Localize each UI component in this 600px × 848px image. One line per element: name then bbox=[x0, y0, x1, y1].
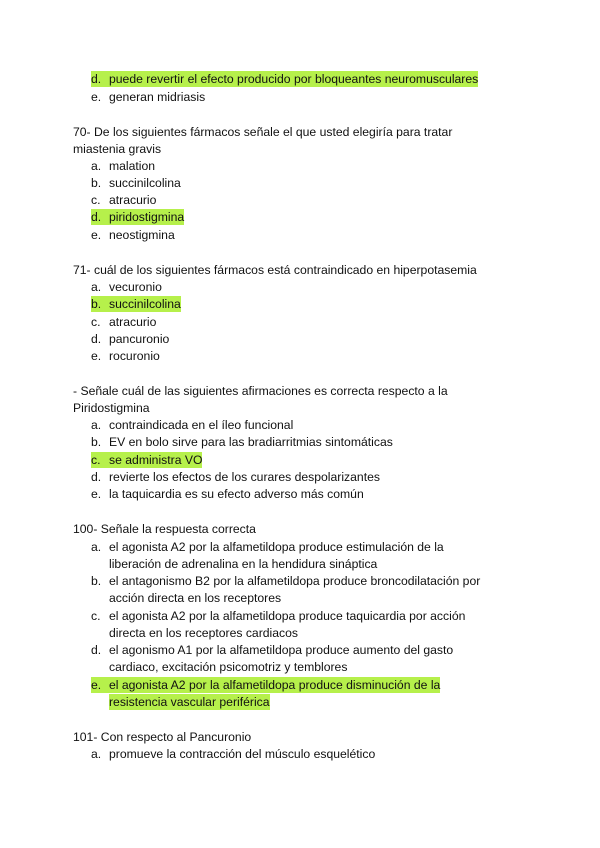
question-70-stem-line-1: 70- De los siguientes fármacos señale el que usted elegiría para tratar bbox=[73, 125, 453, 139]
q100-option-d-line-1 bbox=[91, 642, 453, 658]
question-100-stem: 100- Señale la respuesta correcta bbox=[73, 522, 256, 536]
option-text: el agonismo A1 por la alfametildopa produce aumento del gasto bbox=[109, 643, 454, 657]
option-letter: b. bbox=[91, 297, 102, 311]
option-letter: e. bbox=[91, 90, 102, 104]
option-text: neostigmina bbox=[109, 228, 175, 242]
option-letter: d. bbox=[91, 72, 102, 86]
question-piridostigmina-stem-line-1: - Señale cuál de las siguientes afirmaciones es correcta respecto a la bbox=[73, 384, 448, 398]
option-e-prev bbox=[91, 89, 205, 105]
option-letter: c. bbox=[91, 609, 101, 623]
option-letter: b. bbox=[91, 176, 102, 190]
q70-option-c bbox=[91, 192, 156, 208]
option-text: piridostigmina bbox=[109, 210, 185, 224]
q101-option-a bbox=[91, 746, 375, 762]
option-text: se administra VO bbox=[109, 453, 203, 467]
option-letter: e. bbox=[91, 228, 102, 242]
option-text: pancuronio bbox=[109, 332, 170, 346]
question-101-stem: 101- Con respecto al Pancuronio bbox=[73, 730, 252, 744]
q70-option-d bbox=[91, 209, 184, 225]
option-text: rocuronio bbox=[109, 349, 160, 363]
q100-option-e-line-2: resistencia vascular periférica bbox=[109, 695, 270, 709]
option-letter: a. bbox=[91, 280, 102, 294]
option-text: revierte los efectos de los curares despolarizantes bbox=[109, 470, 380, 484]
option-text: el agonista A2 por la alfametildopa produce estimulación de la bbox=[109, 540, 444, 554]
option-text: el agonista A2 por la alfametildopa produce taquicardia por acción bbox=[109, 609, 466, 623]
q100-option-b-line-1 bbox=[91, 573, 480, 589]
option-letter: e. bbox=[91, 349, 102, 363]
option-text: succinilcolina bbox=[109, 176, 181, 190]
option-text: el antagonismo B2 por la alfametildopa produce broncodilatación por bbox=[109, 574, 481, 588]
q71-option-e bbox=[91, 348, 160, 364]
option-text: EV en bolo sirve para las bradiarritmias sintomáticas bbox=[109, 435, 393, 449]
option-text: malation bbox=[109, 159, 156, 173]
option-letter: a. bbox=[91, 418, 102, 432]
option-letter: d. bbox=[91, 643, 102, 657]
option-letter: d. bbox=[91, 332, 102, 346]
q71-option-a bbox=[91, 279, 162, 295]
q100-option-c-line-1 bbox=[91, 608, 465, 624]
qpiri-option-d bbox=[91, 469, 380, 485]
option-text: vecuronio bbox=[109, 280, 162, 294]
option-text: atracurio bbox=[109, 315, 157, 329]
qpiri-option-e bbox=[91, 486, 364, 502]
option-letter: b. bbox=[91, 435, 102, 449]
qpiri-option-c bbox=[91, 452, 202, 468]
q100-option-b-line-2: acción directa en los receptores bbox=[109, 591, 282, 605]
option-letter: c. bbox=[91, 193, 101, 207]
option-letter: e. bbox=[91, 678, 102, 692]
q70-option-b bbox=[91, 175, 181, 191]
option-letter: e. bbox=[91, 487, 102, 501]
option-letter: b. bbox=[91, 574, 102, 588]
q70-option-e bbox=[91, 227, 175, 243]
qpiri-option-b bbox=[91, 434, 393, 450]
q71-option-d bbox=[91, 331, 169, 347]
q100-option-a-line-1 bbox=[91, 539, 444, 555]
option-text: el agonista A2 por la alfametildopa produce disminución de la bbox=[109, 678, 441, 692]
q100-option-d-line-2: cardiaco, excitación psicomotriz y temblores bbox=[109, 660, 348, 674]
q70-option-a bbox=[91, 158, 155, 174]
option-letter: d. bbox=[91, 470, 102, 484]
question-71-stem: 71- cuál de los siguientes fármacos está contraindicado en hiperpotasemia bbox=[73, 263, 477, 277]
option-text: contraindicada en el íleo funcional bbox=[109, 418, 294, 432]
q100-option-a-line-2: liberación de adrenalina en la hendidura sináptica bbox=[109, 557, 378, 571]
qpiri-option-a bbox=[91, 417, 293, 433]
q71-option-b bbox=[91, 296, 181, 312]
question-70-stem-line-2: miastenia gravis bbox=[73, 142, 162, 156]
option-text: la taquicardia es su efecto adverso más común bbox=[109, 487, 364, 501]
option-text: atracurio bbox=[109, 193, 157, 207]
option-letter: a. bbox=[91, 159, 102, 173]
option-text: promueve la contracción del músculo esquelético bbox=[109, 747, 376, 761]
q71-option-c bbox=[91, 314, 156, 330]
question-piridostigmina-stem-line-2: Piridostigmina bbox=[73, 401, 150, 415]
option-d-prev bbox=[91, 71, 478, 87]
option-letter: a. bbox=[91, 747, 102, 761]
option-letter: a. bbox=[91, 540, 102, 554]
option-text: generan midriasis bbox=[109, 90, 206, 104]
option-text: succinilcolina bbox=[109, 297, 181, 311]
option-text: puede revertir el efecto producido por bloqueantes neuromusculares bbox=[109, 72, 479, 86]
q100-option-c-line-2: directa en los receptores cardiacos bbox=[109, 626, 299, 640]
option-letter: c. bbox=[91, 453, 101, 467]
option-letter: d. bbox=[91, 210, 102, 224]
option-letter: c. bbox=[91, 315, 101, 329]
q100-option-e-line-1 bbox=[91, 677, 440, 693]
